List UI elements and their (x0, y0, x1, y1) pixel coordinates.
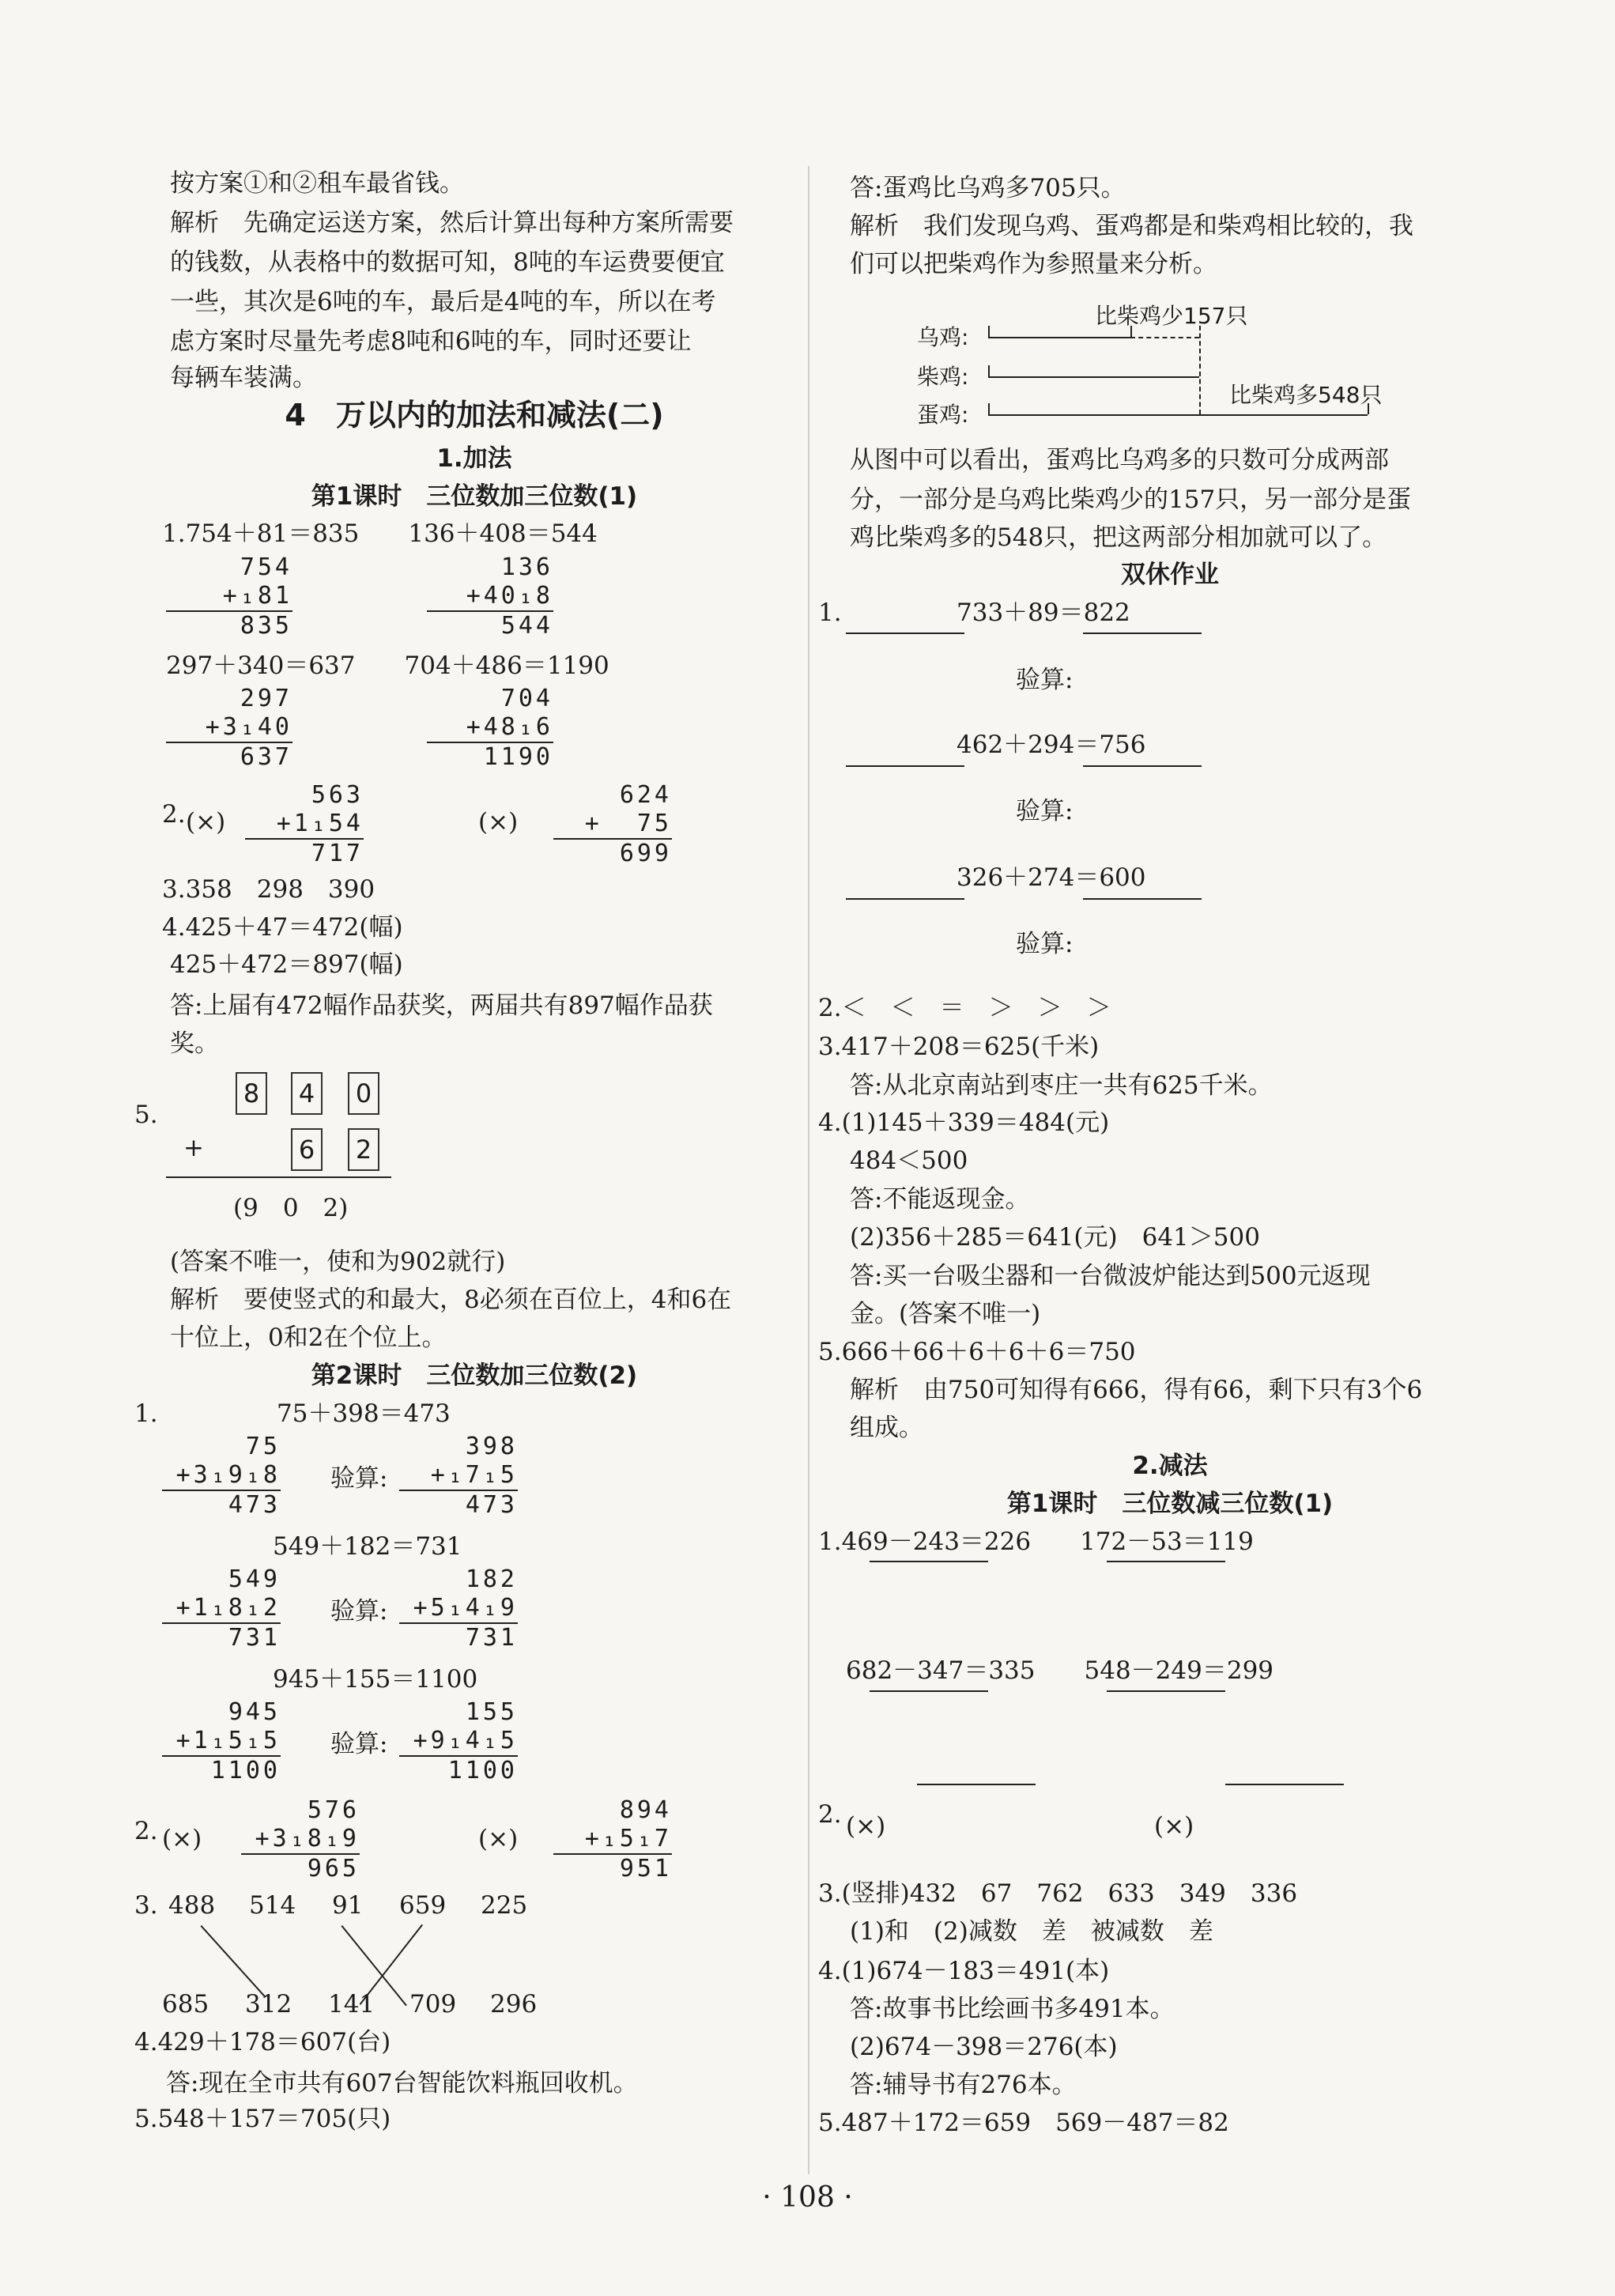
explanation-line: 组成。 (850, 1414, 923, 1442)
note-line: (答案不唯一，使和为902就行) (170, 1248, 506, 1276)
diagram-label: 乌鸡: (917, 324, 969, 350)
vertical-calc (846, 898, 964, 900)
match-top: 488 (168, 1891, 216, 1920)
vertical-calc (870, 1690, 988, 1692)
explanation-line: 从图中可以看出，蛋鸡比乌鸡多的只数可分成两部 (850, 446, 1389, 474)
problem-1b: 682－347＝335 548－249＝299 (846, 1656, 1274, 1685)
digit-box: 4 (291, 1072, 323, 1115)
vertical-calc (1083, 898, 1202, 900)
problem-4: 484＜500 (850, 1146, 968, 1175)
answer-line: 答:现在全市共有607台智能饮料瓶回收机。 (166, 2069, 638, 2098)
bar-tick (1368, 403, 1369, 414)
vertical-calc (846, 765, 964, 767)
answer-line: 答:从北京南站到枣庄一共有625千米。 (850, 1071, 1273, 1100)
plus-sign: + (183, 1134, 204, 1162)
vertical-calc (1083, 633, 1202, 634)
explanation-line: 十位上，0和2在个位上。 (170, 1324, 447, 1352)
answer-line: 答:辅导书有276本。 (850, 2071, 1077, 2099)
subsection-title: 2.减法 (1132, 1452, 1208, 1480)
match-bottom: 685 (162, 1990, 209, 2018)
digit-box: 0 (348, 1072, 379, 1115)
match-top: 514 (249, 1891, 296, 1920)
lesson-title: 第1课时 三位数减三位数(1) (1006, 1490, 1334, 1518)
equation: 945＋155＝1100 (273, 1665, 478, 1694)
check-label: 验算: (330, 1464, 388, 1493)
bar-tick (988, 403, 990, 414)
bar-tick (1130, 326, 1132, 337)
problem-3: 3.358 298 390 (162, 875, 375, 904)
check-label: 验算: (1016, 930, 1074, 958)
wuji-bar (988, 337, 1130, 338)
section-title: 双休作业 (1121, 561, 1219, 589)
problem-4: 4.(1)145＋339＝484(元) (818, 1108, 1110, 1137)
problem-1: 1.754＋81＝835 136＋408＝544 (162, 519, 598, 548)
explanation-line: 每辆车装满。 (170, 364, 317, 392)
answer-line: 奖。 (170, 1029, 219, 1058)
diagram-label: 柴鸡: (917, 364, 969, 390)
vertical-calc: 754 +₁81 835 (166, 553, 292, 640)
vertical-calc: 182 +5₁4₁9 731 (399, 1565, 518, 1652)
problem-5-number: 5. (134, 1101, 158, 1129)
vertical-calc (1083, 765, 1202, 767)
vertical-calc (1107, 1690, 1225, 1692)
match-top: 225 (481, 1891, 528, 1920)
explanation-line: 鸡比柴鸡多的548只，把这两部分相加就可以了。 (850, 523, 1387, 552)
reference-dash (1199, 326, 1201, 414)
check-label: 验算: (1016, 797, 1074, 825)
match-top: 659 (399, 1891, 447, 1920)
problem-5: 5.487＋172＝659 569－487＝82 (818, 2109, 1229, 2137)
problem-4: 4.(1)674－183＝491(本) (818, 1957, 1110, 1985)
match-bottom: 141 (328, 1990, 375, 2018)
chaiji-bar (988, 376, 1199, 378)
problem-4: 4.425＋47＝472(幅) (162, 913, 403, 942)
lesson-title: 第1课时 三位数加三位数(1) (311, 482, 638, 511)
match-bottom: 296 (490, 1990, 538, 2018)
vertical-calc (870, 1561, 988, 1562)
vertical-calc: 563 +1₁54 717 (245, 781, 364, 868)
vertical-calc: 945 +1₁5₁5 1100 (162, 1698, 281, 1785)
problem-2-number: 2. (134, 1817, 158, 1845)
bar-tick (988, 365, 990, 376)
explanation-line: 解析 我们发现乌鸡、蛋鸡都是和柴鸡相比较的，我 (850, 212, 1413, 240)
answer-line: 金。(答案不唯一) (850, 1300, 1041, 1328)
equation: 549＋182＝731 (273, 1532, 462, 1561)
lesson-title: 第2课时 三位数加三位数(2) (311, 1361, 638, 1390)
problem-3: 3.417＋208＝625(千米) (818, 1033, 1100, 1061)
equation: 462＋294＝756 (957, 731, 1146, 759)
wrong-mark: (×) (162, 1825, 202, 1853)
match-bottom: 709 (409, 1990, 457, 2018)
answer-line: 答:上届有472幅作品获奖，两届共有897幅作品获 (170, 991, 713, 1020)
answer-line: 答:买一台吸尘器和一台微波炉能达到500元返现 (850, 1262, 1371, 1290)
answer-line: 答:不能返现金。 (850, 1185, 1030, 1214)
equation: 733＋89＝822 (957, 599, 1130, 627)
vertical-calc: 894 +₁5₁7 951 (553, 1796, 672, 1883)
explanation-line: 解析 先确定运送方案，然后计算出每种方案所需要 (170, 209, 734, 237)
page-number: · 108 · (762, 2181, 853, 2214)
vertical-calc: 155 +9₁4₁5 1100 (399, 1698, 518, 1785)
vertical-calc: 704 +48₁6 1190 (427, 685, 553, 772)
vertical-calc (1225, 1784, 1344, 1785)
wrong-mark: (×) (1154, 1812, 1194, 1841)
problem-2-number: 2. (162, 800, 186, 829)
sum-answer: (9 0 2) (233, 1194, 349, 1222)
section-title: 4 万以内的加法和减法(二) (285, 398, 664, 432)
problem-1b: 297＋340＝637 704＋486＝1190 (166, 651, 609, 680)
vertical-calc: 297 +3₁40 637 (166, 685, 292, 772)
problem-5: 5.548＋157＝705(只) (134, 2105, 391, 2133)
vertical-calc: 136 +40₁8 544 (427, 553, 553, 640)
explanation-line: 们可以把柴鸡作为参照量来分析。 (850, 250, 1217, 278)
problem-1-number: 1. (818, 599, 842, 627)
problem-2: 2.＜ ＜ ＝ ＞ ＞ ＞ (818, 994, 1111, 1022)
difference-segment (1130, 337, 1199, 338)
sum-line (166, 1176, 391, 1178)
vertical-calc: 576 +3₁8₁9 965 (241, 1796, 360, 1883)
vertical-calc: 624 + 75 699 (553, 781, 672, 868)
text-line: 按方案①和②租车最省钱。 (170, 169, 464, 198)
match-bottom: 312 (245, 1990, 292, 2018)
equation: 75＋398＝473 (277, 1399, 451, 1428)
subsection-title: 1.加法 (436, 444, 512, 473)
problem-3: (1)和 (2)减数 差 被减数 差 (850, 1917, 1213, 1946)
problem-1-number: 1. (134, 1399, 158, 1428)
vertical-calc (846, 633, 964, 634)
problem-4: 425＋472＝897(幅) (170, 950, 403, 979)
problem-4: 4.429＋178＝607(台) (134, 2028, 391, 2056)
diagram-label-top: 比柴鸡少157只 (1095, 303, 1248, 329)
column-divider (808, 166, 809, 2174)
check-label: 验算: (1016, 666, 1074, 694)
answer-line: 答:蛋鸡比乌鸡多705只。 (850, 174, 1126, 202)
answer-line: 答:故事书比绘画书多491本。 (850, 1995, 1175, 2023)
vertical-calc (917, 1784, 1036, 1785)
danji-bar (988, 414, 1368, 416)
equation: 326＋274＝600 (957, 863, 1146, 892)
problem-4: (2)674－398＝276(本) (850, 2033, 1118, 2061)
diagram-label-right: 比柴鸡多548只 (1229, 382, 1383, 408)
problem-1: 1.469－243＝226 172－53＝119 (818, 1528, 1254, 1556)
vertical-calc (1107, 1561, 1225, 1562)
explanation-line: 虑方案时尽量先考虑8吨和6吨的车，同时还要让 (170, 327, 692, 356)
wrong-mark: (×) (186, 808, 226, 836)
vertical-calc: 398 +₁7₁5 473 (399, 1433, 518, 1520)
problem-5: 5.666＋66＋6＋6＋6＝750 (818, 1338, 1136, 1366)
explanation-line: 解析 要使竖式的和最大，8必须在百位上，4和6在 (170, 1286, 732, 1314)
diagram-label: 蛋鸡: (917, 402, 969, 428)
problem-3-number: 3. (134, 1891, 158, 1920)
check-label: 验算: (330, 1597, 388, 1626)
wrong-mark: (×) (846, 1812, 886, 1841)
digit-box: 8 (236, 1072, 267, 1115)
problem-2-number: 2. (818, 1800, 842, 1829)
problem-4: (2)356＋285＝641(元) 641＞500 (850, 1223, 1260, 1252)
problem-3: 3.(竖排)432 67 762 633 349 336 (818, 1879, 1298, 1908)
explanation-line: 一些，其次是6吨的车，最后是4吨的车，所以在考 (170, 288, 716, 316)
match-line (201, 1925, 266, 1997)
check-label: 验算: (330, 1730, 388, 1758)
explanation-line: 解析 由750可知得有666，得有66，剩下只有3个6 (850, 1376, 1423, 1404)
explanation-line: 的钱数，从表格中的数据可知，8吨的车运费要便宜 (170, 248, 725, 277)
wrong-mark: (×) (478, 808, 519, 836)
vertical-calc: 75 +3₁9₁8 473 (162, 1433, 281, 1520)
vertical-calc: 549 +1₁8₁2 731 (162, 1565, 281, 1652)
match-top: 91 (332, 1891, 364, 1920)
wrong-mark: (×) (478, 1825, 519, 1853)
digit-box: 2 (348, 1128, 379, 1171)
digit-box: 6 (291, 1128, 323, 1171)
explanation-line: 分，一部分是乌鸡比柴鸡少的157只，另一部分是蛋 (850, 485, 1412, 514)
bar-tick (988, 326, 990, 337)
